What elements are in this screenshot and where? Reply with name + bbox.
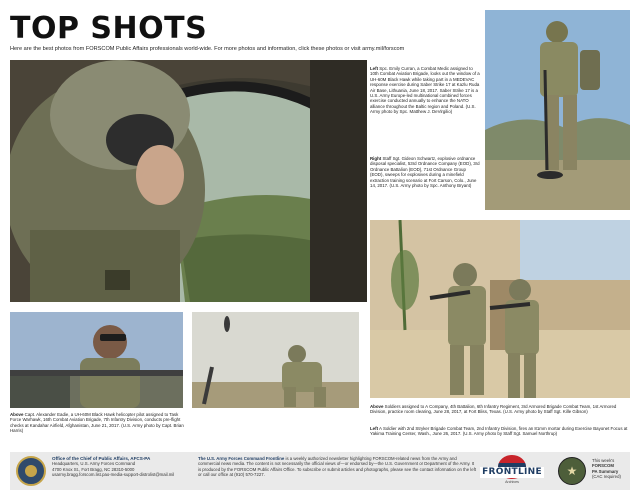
frontline-archives-link[interactable] [480, 455, 544, 487]
caption-above-right [370, 404, 632, 415]
office-head: Office of the Chief of Public Affairs, AFCS-PA [52, 456, 151, 461]
caption-right [370, 156, 480, 188]
caption-left [370, 66, 480, 115]
newsletter-name: The U.S. Army Forces Command Frontline [198, 456, 285, 461]
frontline-logo-text: FRONTLINE [480, 467, 544, 478]
intro-text[interactable]: Here are the best photos from FORSCOM Public Affairs professionals world-wide. For more photos and information, click these photos or visit army.mil/forscom [10, 46, 405, 52]
office-email-link[interactable]: usarmy.bragg.forscom.list.pao-media-support-distrolist@mail.mil [52, 472, 175, 478]
caption-label: Above [370, 404, 384, 409]
caption-label: Left [370, 66, 379, 71]
caption-text: Capt. Alexander Eadie, a UH-60M Black Hawk helicopter pilot assigned to Task Force Warhawk, 16th Combat Aviation Brigade, 7th Infantry Division, conducts pre-flight checks at Kandahar Airfield, Afghanistan, June 21, 2017. (U.S. Army photo by Capt. Brian Harris) [10, 412, 184, 434]
photo-pilot-preflight[interactable] [10, 312, 183, 408]
photo-helicopter-medic[interactable] [10, 60, 367, 302]
pa-summary-line: This week's [592, 458, 615, 463]
frontline-archives-label: Archives [505, 480, 519, 484]
photo-mortar-firing[interactable] [192, 312, 359, 408]
photo-eod-minefield[interactable] [485, 10, 630, 210]
army-seal-icon [16, 456, 46, 486]
caption-text: Staff Sgt. Gideon Schwartz, explosive ordnance disposal specialist, 53rd Ordnance Company (EOD), 3rd Ordnance Battalion (EOD), 71st Ordnance Group (EOD), sweeps for explosives during a minefield extraction training scenario at Fort Carson, Colo., June 14, 2017. (U.S. Army photo by Spc. Anthony Bryant) [370, 156, 480, 189]
caption-label: Right [370, 156, 382, 161]
office-line: 4700 Knox St., Fort Bragg, NC 28310-5000 [52, 466, 135, 472]
caption-left-mortar [370, 426, 632, 437]
caption-label: Left [370, 426, 379, 431]
page-title: TOP SHOTS [10, 11, 208, 46]
pa-summary-line: FORSCOM [592, 463, 614, 469]
office-line: Headquarters, U.S. Army Forces Command [52, 461, 136, 467]
caption-above-left [10, 412, 190, 434]
newsletter-description [198, 456, 478, 478]
pa-summary-line: PA Summary [592, 468, 619, 474]
pa-summary-line: (CAC required) [592, 473, 621, 479]
office-contact [52, 456, 202, 478]
pa-summary-link[interactable] [592, 458, 632, 479]
newsletter-text: is a weekly authorized newsletter highlighting FORSCOM-related news from the Army and commercial news media. The content is not necessarily the official views of—or endorsed by—the U.S. Government or Department of the Army. It is produced by the FORSCOM Public Affairs Office. To subscribe or submit articles and photographs, please see the contact information on the left or call our office at (910) 570-7227. [198, 456, 477, 478]
caption-label: Above [10, 412, 24, 417]
forscom-badge-icon[interactable]: ★ [558, 457, 586, 485]
footer [10, 452, 630, 490]
caption-text: Spc. Emily Curran, a Combat Medic assigned to 10th Combat Aviation Brigade, looks out the window of a UH-60M Black Hawk while taking part in a MEDEVAC response exercise during Saber Strike 17 at Kazlu Ruda Air Base, Lithuania, June 18, 2017. Saber Strike 17 is a U.S. Army Europe-led multinational combined forces exercise conducted annually to enhance the NATO alliance throughout the Baltic region and Poland. (U.S. Army photo by Spc. Matthew J. DeVirgilio) [370, 66, 480, 115]
photo-room-clearing[interactable] [370, 220, 630, 398]
caption-text: Soldiers assigned to A Company, 4th Battalion, 6th Infantry Regiment, 3rd Armored Brigade Combat Team, 1st Armored Division, practice room clearing, June 28, 2017, at Fort Bliss, Texas. (U.S. Army photo by Staff Sgt. Kille Gibson) [370, 404, 617, 415]
caption-text: A Soldier with 2nd Stryker Brigade Combat Team, 2nd Infantry Division, fires an 81mm mortar during Exercise Bayonet Focus at Yakima Training Center, Wash., June 26, 2017. (U.S. Army photo by Staff Sgt. Samuel Northrup) [370, 426, 628, 437]
